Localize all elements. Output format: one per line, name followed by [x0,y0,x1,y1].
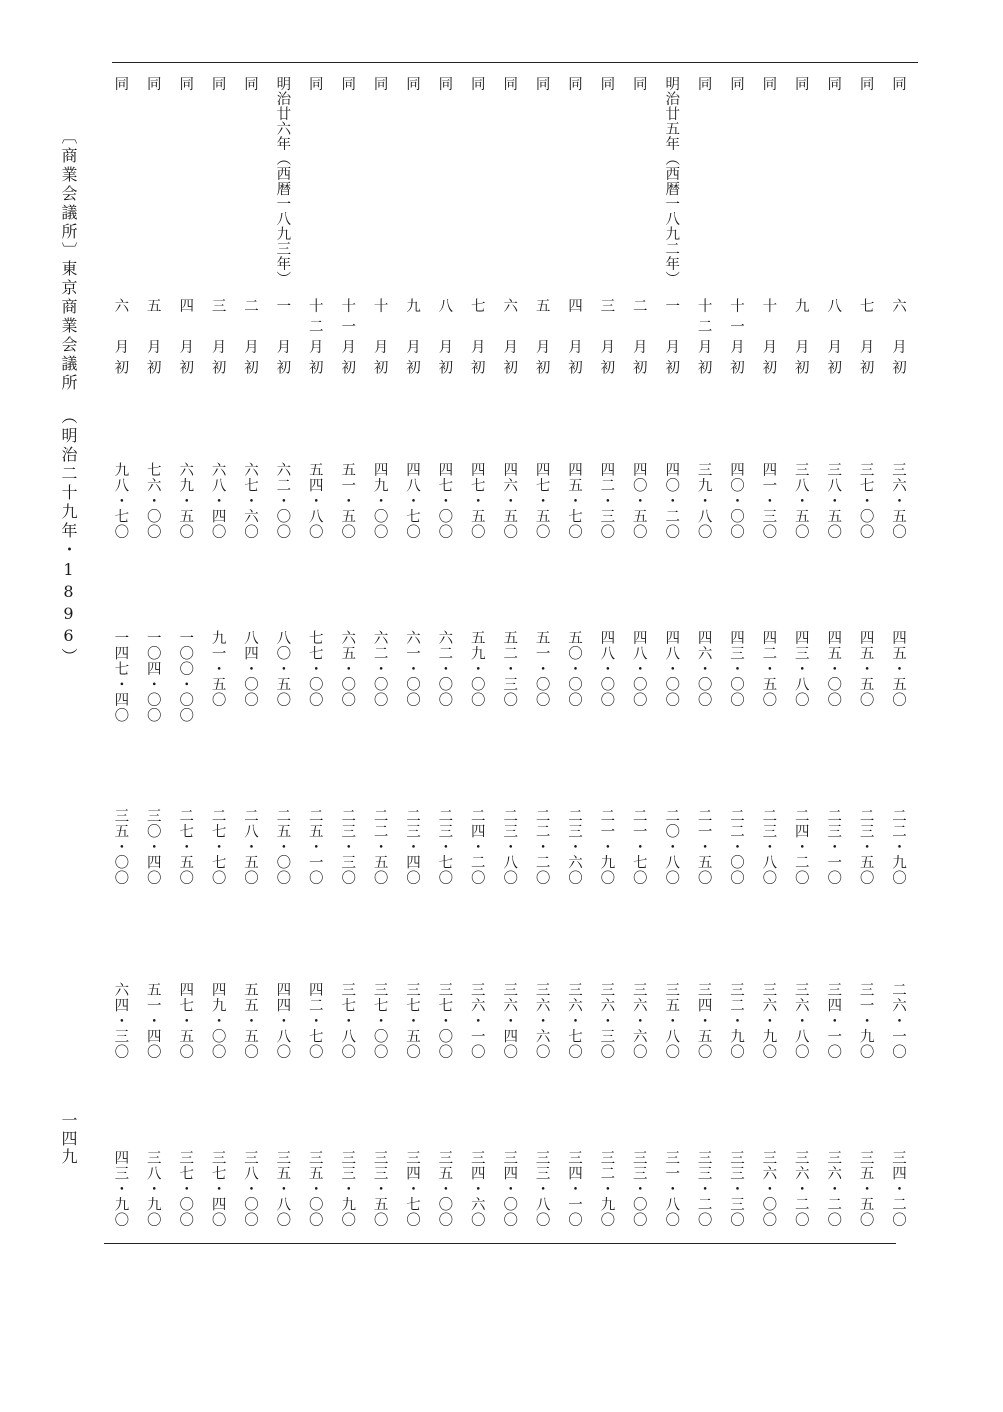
month-cell: 八 月初 [825,298,842,380]
value-cell-2: 六五・〇〇 [339,630,356,708]
value-cell-2: 一〇四・〇〇 [144,630,161,723]
value-cell-2: 七七・〇〇 [306,630,323,708]
value-cell-2: 六一・〇〇 [404,630,420,708]
running-head-section: 〔商業会議所〕 [59,128,78,261]
month-cell: 十 月初 [760,298,777,380]
month-cell: 十一月初 [339,298,356,380]
month-cell: 十二月初 [695,298,712,380]
value-cell-1: 四二・三〇 [598,462,615,540]
month-cell: 十 月初 [371,298,388,380]
value-cell-1: 六九・五〇 [177,462,194,540]
value-cell-2: 六二・〇〇 [436,630,453,708]
era-cell: 同 [890,76,906,91]
value-cell-5: 三八・九〇 [144,1150,161,1228]
value-cell-1: 四〇・〇〇 [728,462,744,540]
month-cell: 六 月初 [112,298,129,380]
era-cell: 同 [501,76,518,91]
value-cell-5: 三六・二〇 [825,1150,842,1228]
running-head-title: 東京商業会議所 [59,260,78,393]
era-cell: 同 [404,76,420,91]
value-cell-3: 二一・九〇 [598,808,615,886]
value-cell-2: 四五・五〇 [857,630,874,708]
value-cell-2: 四五・〇〇 [825,630,842,708]
value-cell-4: 三六・四〇 [501,982,518,1060]
value-cell-4: 五一・四〇 [144,982,161,1060]
value-cell-2: 四二・五〇 [760,630,777,708]
value-cell-1: 四九・〇〇 [371,462,388,540]
value-cell-1: 三六・五〇 [890,462,906,540]
value-cell-3: 二四・二〇 [468,808,485,886]
month-cell: 三 月初 [598,298,615,380]
value-cell-3: 二三・五〇 [857,808,874,886]
value-cell-3: 二三・三〇 [339,808,356,886]
value-cell-1: 四七・五〇 [468,462,485,540]
era-cell: 同 [209,76,226,91]
value-cell-3: 二八・五〇 [242,808,258,886]
era-cell: 同 [371,76,388,91]
value-cell-5: 三三・五〇 [371,1150,388,1228]
value-cell-4: 三六・六〇 [630,982,647,1060]
era-cell: 同 [112,76,129,91]
value-cell-1: 七六・〇〇 [144,462,161,540]
era-cell: 同 [339,76,356,91]
value-cell-1: 四八・七〇 [404,462,420,540]
value-cell-5: 三三・九〇 [339,1150,356,1228]
value-cell-3: 二二・二〇 [533,808,550,886]
value-cell-3: 三〇・四〇 [144,808,161,886]
era-cell: 同 [792,76,809,91]
era-cell: 同 [825,76,842,91]
era-cell: 明治廿六年（西暦一八九三年） [274,76,291,286]
era-cell: 明治廿五年（西暦一八九二年） [663,76,680,286]
month-cell: 四 月初 [566,298,582,380]
era-cell: 同 [857,76,874,91]
value-cell-3: 二五・〇〇 [274,808,291,886]
month-cell: 二 月初 [242,298,258,380]
value-cell-1: 六七・六〇 [242,462,258,540]
era-cell: 同 [760,76,777,91]
value-cell-5: 三八・〇〇 [242,1150,258,1228]
month-cell: 七 月初 [857,298,874,380]
month-cell: 八 月初 [436,298,453,380]
value-cell-3: 二七・五〇 [177,808,194,886]
value-cell-3: 二三・六〇 [566,808,582,886]
era-cell: 同 [242,76,258,91]
month-cell: 一 月初 [274,298,291,380]
month-cell: 五 月初 [533,298,550,380]
value-cell-5: 三七・〇〇 [177,1150,194,1228]
value-cell-5: 三三・三〇 [728,1150,744,1228]
value-cell-4: 三二・九〇 [728,982,744,1060]
value-cell-4: 三七・〇〇 [371,982,388,1060]
month-cell: 六 月初 [501,298,518,380]
value-cell-5: 三四・七〇 [404,1150,420,1228]
value-cell-2: 五二・三〇 [501,630,518,708]
value-cell-4: 三六・七〇 [566,982,582,1060]
value-cell-4: 二六・一〇 [890,982,906,1060]
value-cell-4: 三六・三〇 [598,982,615,1060]
page-number: 一四九 [59,1112,78,1166]
value-cell-5: 三三・〇〇 [630,1150,647,1228]
month-cell: 十一月初 [728,298,744,380]
value-cell-4: 四九・〇〇 [209,982,226,1060]
value-cell-5: 三五・〇〇 [436,1150,453,1228]
value-cell-1: 五四・八〇 [306,462,323,540]
value-cell-3: 二〇・八〇 [663,808,680,886]
value-cell-4: 三四・五〇 [695,982,712,1060]
top-rule [112,62,918,63]
value-cell-2: 四五・五〇 [890,630,906,708]
value-cell-5: 三五・八〇 [274,1150,291,1228]
value-cell-5: 三四・一〇 [566,1150,582,1228]
value-cell-2: 四八・〇〇 [663,630,680,708]
value-cell-4: 三七・〇〇 [436,982,453,1060]
value-cell-3: 二七・七〇 [209,808,226,886]
value-cell-4: 三七・五〇 [404,982,420,1060]
value-cell-2: 五〇・〇〇 [566,630,582,708]
month-cell: 七 月初 [468,298,485,380]
value-cell-2: 八四・〇〇 [242,630,258,708]
value-cell-4: 三六・一〇 [468,982,485,1060]
era-cell: 同 [177,76,194,91]
value-cell-2: 一四七・四〇 [112,630,129,723]
month-cell: 十二月初 [306,298,323,380]
value-cell-3: 二四・二〇 [792,808,809,886]
value-cell-4: 三四・一〇 [825,982,842,1060]
month-cell: 一 月初 [663,298,680,380]
value-cell-5: 三三・八〇 [533,1150,550,1228]
value-cell-2: 一〇〇・〇〇 [177,630,194,723]
value-cell-4: 五五・五〇 [242,982,258,1060]
value-cell-5: 三二・九〇 [598,1150,615,1228]
era-cell: 同 [306,76,323,91]
value-cell-1: 五一・五〇 [339,462,356,540]
era-cell: 同 [695,76,712,91]
value-cell-4: 三七・八〇 [339,982,356,1060]
value-cell-4: 四七・五〇 [177,982,194,1060]
value-cell-2: 四六・〇〇 [695,630,712,708]
value-cell-4: 三五・八〇 [663,982,680,1060]
value-cell-3: 二一・七〇 [630,808,647,886]
value-cell-3: 二五・一〇 [306,808,323,886]
value-cell-1: 四六・五〇 [501,462,518,540]
value-cell-3: 二二・〇〇 [728,808,744,886]
value-cell-1: 三九・八〇 [695,462,712,540]
value-cell-4: 四四・八〇 [274,982,291,1060]
value-cell-1: 六二・〇〇 [274,462,291,540]
value-cell-4: 三六・六〇 [533,982,550,1060]
value-cell-1: 四〇・五〇 [630,462,647,540]
value-cell-5: 三六・〇〇 [760,1150,777,1228]
value-cell-4: 六四・三〇 [112,982,129,1060]
month-cell: 五 月初 [144,298,161,380]
value-cell-2: 五九・〇〇 [468,630,485,708]
value-cell-4: 四二・七〇 [306,982,323,1060]
value-cell-2: 四三・〇〇 [728,630,744,708]
value-cell-5: 三四・〇〇 [501,1150,518,1228]
era-cell: 同 [566,76,582,91]
running-head-date: （明治二十九年・1896） [59,408,78,667]
value-cell-5: 三六・二〇 [792,1150,809,1228]
era-cell: 同 [728,76,744,91]
value-cell-2: 九一・五〇 [209,630,226,708]
month-cell: 六 月初 [890,298,906,380]
value-cell-3: 二三・八〇 [760,808,777,886]
era-cell: 同 [598,76,615,91]
value-cell-5: 三五・〇〇 [306,1150,323,1228]
value-cell-2: 四三・八〇 [792,630,809,708]
value-cell-1: 四〇・二〇 [663,462,680,540]
value-cell-1: 九八・七〇 [112,462,129,540]
month-cell: 三 月初 [209,298,226,380]
era-cell: 同 [436,76,453,91]
value-cell-3: 二二・五〇 [371,808,388,886]
value-cell-3: 二二・九〇 [890,808,906,886]
era-cell: 同 [630,76,647,91]
value-cell-2: 四八・〇〇 [598,630,615,708]
month-cell: 二 月初 [630,298,647,380]
value-cell-1: 四七・〇〇 [436,462,453,540]
value-cell-5: 三四・六〇 [468,1150,485,1228]
era-cell: 同 [533,76,550,91]
value-cell-1: 四一・三〇 [760,462,777,540]
value-cell-1: 六八・四〇 [209,462,226,540]
bottom-rule [104,1243,896,1244]
era-cell: 同 [468,76,485,91]
value-cell-4: 三六・九〇 [760,982,777,1060]
value-cell-3: 二一・五〇 [695,808,712,886]
era-cell: 同 [144,76,161,91]
value-cell-2: 四八・〇〇 [630,630,647,708]
value-cell-1: 四五・七〇 [566,462,582,540]
value-cell-4: 三六・八〇 [792,982,809,1060]
value-cell-3: 三五・〇〇 [112,808,129,886]
value-cell-5: 四三・九〇 [112,1150,129,1228]
value-cell-1: 三七・〇〇 [857,462,874,540]
value-cell-5: 三一・八〇 [663,1150,680,1228]
value-cell-5: 三五・五〇 [857,1150,874,1228]
value-cell-3: 二三・七〇 [436,808,453,886]
value-cell-2: 八〇・五〇 [274,630,291,708]
month-cell: 四 月初 [177,298,194,380]
value-cell-5: 三三・二〇 [695,1150,712,1228]
month-cell: 九 月初 [792,298,809,380]
value-cell-5: 三七・四〇 [209,1150,226,1228]
value-cell-3: 二三・一〇 [825,808,842,886]
value-cell-1: 四七・五〇 [533,462,550,540]
value-cell-3: 二三・八〇 [501,808,518,886]
value-cell-1: 三八・五〇 [792,462,809,540]
month-cell: 九 月初 [404,298,420,380]
value-cell-3: 二三・四〇 [404,808,420,886]
value-cell-1: 三八・五〇 [825,462,842,540]
value-cell-4: 三一・九〇 [857,982,874,1060]
value-cell-2: 五一・〇〇 [533,630,550,708]
value-cell-2: 六二・〇〇 [371,630,388,708]
value-cell-5: 三四・二〇 [890,1150,906,1228]
